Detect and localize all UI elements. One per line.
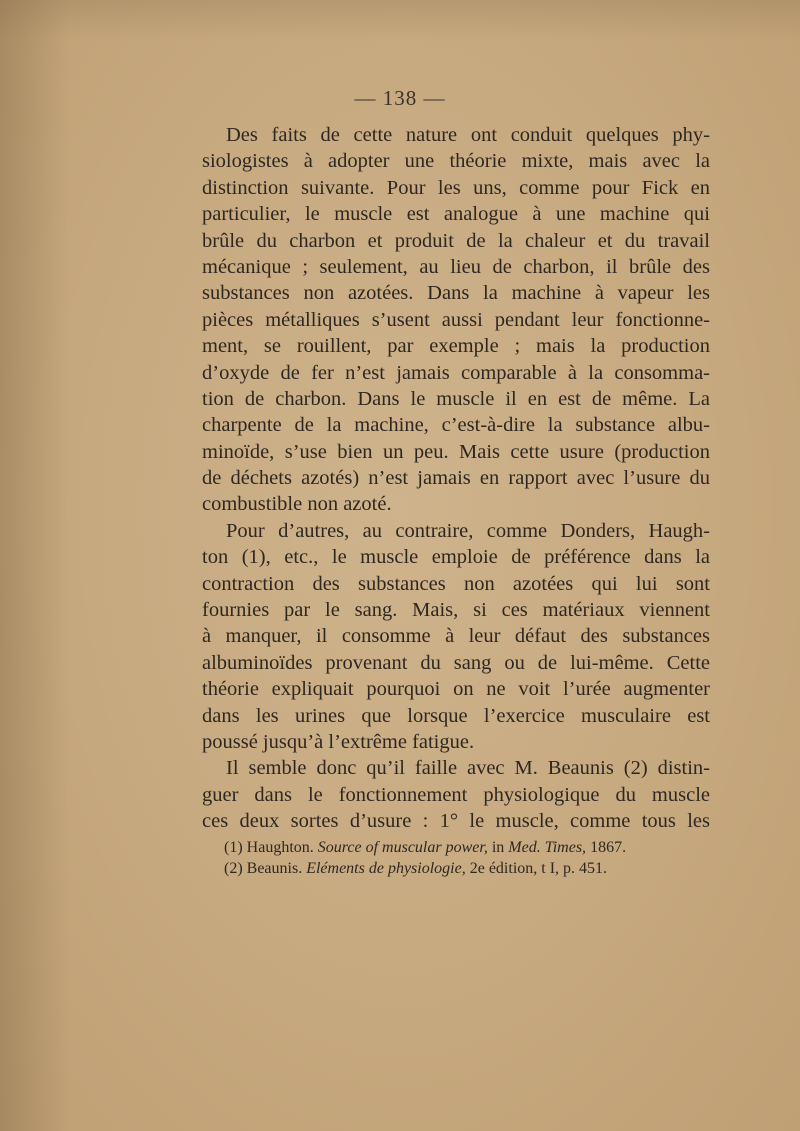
- text-line: combustible non azoté.: [202, 493, 392, 516]
- text-line: distinction suivante. Pour les uns, comme pour Fick en: [202, 176, 710, 199]
- paragraph-3: [202, 755, 710, 834]
- footnote-author: Beaunis.: [246, 860, 303, 877]
- text-line: charpente de la machine, c’est-à-dire la substance albu-: [202, 414, 710, 437]
- footnote-marker: (2): [224, 860, 243, 877]
- text-line: guer dans le fonctionnement physiologique du muscle: [202, 783, 710, 806]
- footnote-1: [224, 837, 694, 858]
- text-line: mécanique ; seulement, au lieu de charbon, il brûle des: [202, 255, 710, 278]
- footnote-2: [224, 858, 694, 879]
- text-line: Des faits de cette nature ont conduit quelques phy-: [226, 124, 710, 146]
- footnote-text: 2e édition, t I, p. 451.: [469, 860, 608, 877]
- text-line: pièces métalliques s’usent aussi pendant leur fonctionne-: [202, 308, 710, 331]
- footnote-journal: Med. Times,: [508, 839, 587, 856]
- text-line: tion de charbon. Dans le muscle il en est de même. La: [202, 387, 710, 410]
- text-line: fournies par le sang. Mais, si ces matériaux viennent: [202, 599, 710, 622]
- paragraph-2: [202, 518, 710, 756]
- footnotes: [224, 837, 694, 879]
- text-line: siologistes à adopter une théorie mixte, mais avec la: [202, 150, 710, 173]
- footnote-title: Eléments de physiologie,: [306, 860, 466, 877]
- text-line: particulier, le muscle est analogue à une machine qui: [202, 203, 710, 226]
- text-line: théorie expliquait pourquoi on ne voit l’urée augmenter: [202, 678, 710, 701]
- text-line: minoïde, s’use bien un peu. Mais cette usure (production: [202, 440, 710, 463]
- text-line: de déchets azotés) n’est jamais en rapport avec l’usure du: [202, 467, 710, 490]
- text-line: dans les urines que lorsque l’exercice musculaire est: [202, 704, 710, 727]
- text-line: Pour d’autres, au contraire, comme Donders, Haugh-: [226, 519, 710, 542]
- text-line: substances non azotées. Dans la machine à vapeur les: [202, 282, 710, 305]
- footnote-text: 1867.: [590, 839, 627, 856]
- text-line: à manquer, il consomme à leur défaut des substances: [202, 625, 710, 648]
- text-line: brûle du charbon et produit de la chaleur et du travail: [202, 229, 710, 252]
- body-text: [202, 122, 710, 835]
- text-line: albuminoïdes provenant du sang ou de lui-même. Cette: [202, 651, 710, 674]
- text-line: d’oxyde de fer n’est jamais comparable à la consomma-: [202, 361, 710, 384]
- text-line: contraction des substances non azotées qui lui sont: [202, 572, 710, 595]
- text-line: poussé jusqu’à l’extrême fatigue.: [202, 730, 475, 753]
- footnote-author: Haughton.: [246, 839, 314, 856]
- text-line: Il semble donc qu’il faille avec M. Beaunis (2) distin-: [226, 757, 710, 780]
- text-line: ment, se rouillent, par exemple ; mais la production: [202, 335, 710, 358]
- paragraph-1: [202, 122, 710, 518]
- footnote-marker: (1): [224, 839, 243, 856]
- footnote-title: Source of muscular power,: [317, 839, 488, 856]
- footnote-text: in: [491, 839, 505, 856]
- page-number: — 138 —: [354, 86, 446, 110]
- text-line: ton (1), etc., le muscle emploie de préférence dans la: [202, 546, 710, 569]
- text-line: ces deux sortes d’usure : 1° le muscle, comme tous les: [202, 810, 710, 833]
